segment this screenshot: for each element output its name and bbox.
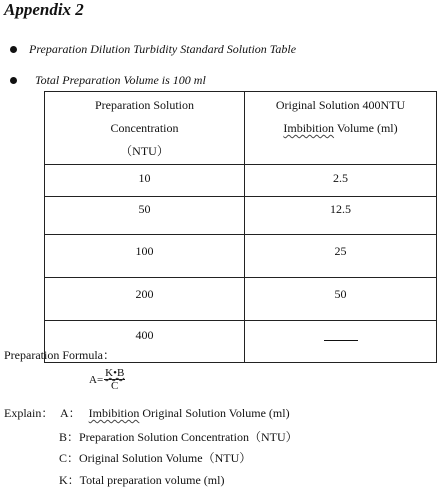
dilution-table bbox=[44, 91, 437, 363]
explain-item-b: B：Preparation Solution Concentration（NTU） bbox=[59, 430, 298, 444]
explain-text: Original Solution Volume (ml) bbox=[139, 406, 290, 420]
volume-cell: 25 bbox=[245, 235, 437, 278]
bullet-icon bbox=[10, 77, 17, 84]
bullet-text: Total Preparation Volume is 100 ml bbox=[35, 73, 206, 87]
bullet-text: Preparation Dilution Turbidity Standard Solution Table bbox=[29, 42, 297, 56]
header-line bbox=[245, 117, 436, 140]
formula-lhs: A= bbox=[89, 373, 104, 386]
header-line: Concentration bbox=[110, 121, 179, 135]
volume-cell bbox=[245, 321, 437, 363]
explain-item-a bbox=[60, 404, 290, 421]
concentration-cell: 100 bbox=[45, 235, 245, 278]
bullet-item bbox=[10, 73, 206, 88]
explain-label: Explain： bbox=[4, 406, 54, 420]
bullet-item bbox=[10, 42, 296, 57]
table-header-row bbox=[45, 92, 437, 165]
table-row bbox=[45, 235, 437, 278]
spellcheck-word: Imbibition bbox=[88, 406, 140, 420]
header-concentration bbox=[45, 92, 245, 165]
concentration-cell: 10 bbox=[45, 165, 245, 197]
header-text: Volume (ml) bbox=[334, 121, 398, 135]
spellcheck-word: Imbibition bbox=[283, 121, 335, 135]
explain-item-k: K：Total preparation volume (ml) bbox=[59, 473, 225, 487]
formula-fraction bbox=[104, 367, 125, 392]
explain-item-c: C：Original Solution Volume（NTU） bbox=[59, 451, 252, 465]
formula-numerator: K•B bbox=[105, 367, 125, 379]
header-line: （NTU） bbox=[120, 144, 169, 158]
table-row bbox=[45, 165, 437, 197]
table-row bbox=[45, 197, 437, 235]
formula bbox=[89, 367, 125, 392]
header-line: Original Solution 400NTU bbox=[275, 98, 406, 112]
header-line: Preparation Solution bbox=[95, 98, 194, 112]
concentration-cell: 50 bbox=[45, 197, 245, 235]
formula-denominator: C bbox=[111, 380, 119, 392]
table-row bbox=[45, 278, 437, 321]
volume-cell: 2.5 bbox=[245, 165, 437, 197]
concentration-cell: 400 bbox=[45, 321, 245, 363]
header-volume bbox=[245, 92, 437, 165]
blank-dash bbox=[324, 340, 358, 341]
concentration-cell: 200 bbox=[45, 278, 245, 321]
explain-key: A： bbox=[60, 406, 81, 420]
bullet-icon bbox=[10, 46, 17, 53]
volume-cell: 12.5 bbox=[245, 197, 437, 235]
appendix-heading: Appendix 2 bbox=[4, 0, 84, 19]
volume-cell: 50 bbox=[245, 278, 437, 321]
formula-label: Preparation Formula： bbox=[4, 348, 115, 362]
